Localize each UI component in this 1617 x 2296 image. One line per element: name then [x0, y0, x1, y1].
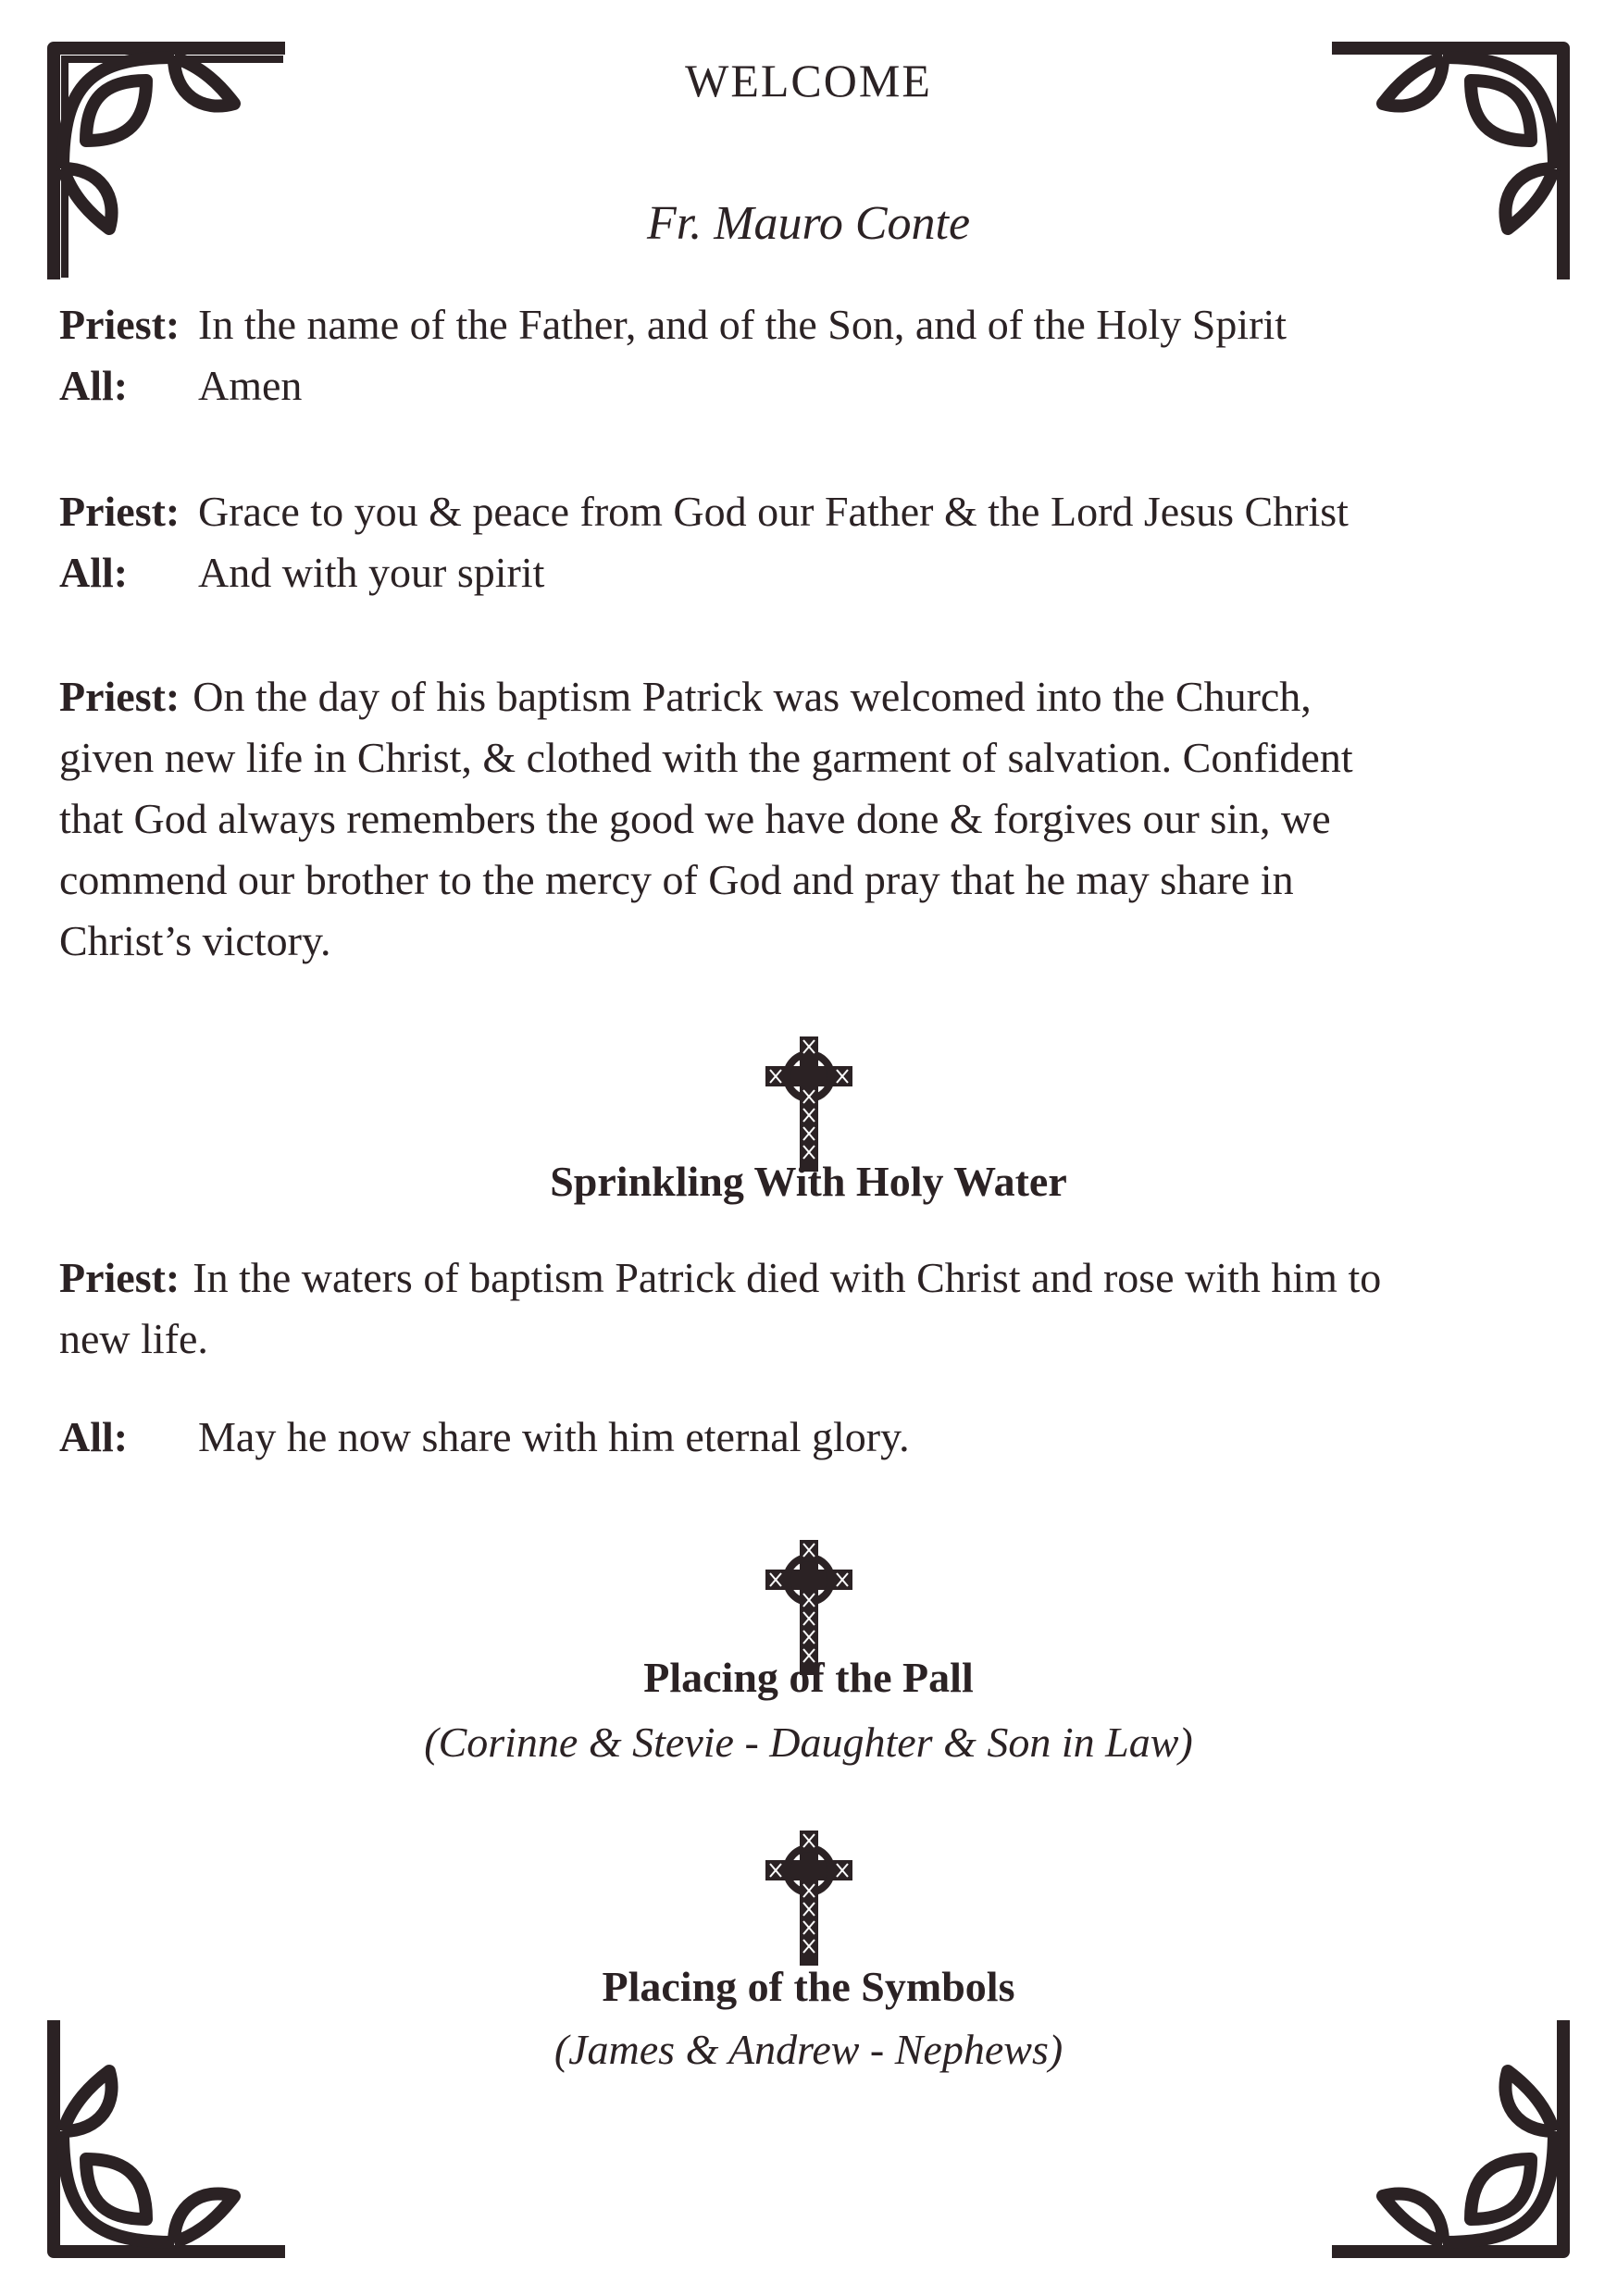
exchange-text: May he now share with him eternal glory.: [198, 1413, 910, 1460]
page-title: WELCOME: [685, 55, 932, 106]
exchange-text: Grace to you & peace from God our Father & the Lord Jesus Christ: [198, 488, 1349, 535]
celtic-cross-icon: [763, 1035, 855, 1173]
exchange-line: [59, 1407, 1571, 1468]
exchange-text: Amen: [198, 362, 303, 409]
prayer-line: new life.: [59, 1315, 208, 1362]
prayer-line: Priest: In the waters of baptism Patrick died with Christ and rose with him to: [59, 1247, 1549, 1309]
speaker-label: Priest:: [59, 301, 180, 348]
exchange-line: [59, 542, 1571, 603]
prayer-line: that God always remembers the good we have done & forgives our sin, we: [59, 795, 1331, 842]
speaker-label: All:: [59, 549, 129, 596]
exchange-text: In the name of the Father, and of the Son, and of the Holy Spirit: [198, 301, 1287, 348]
prayer-line: commend our brother to the mercy of God and pray that he may share in: [59, 856, 1294, 903]
speaker-label: All:: [59, 1413, 129, 1460]
symbols-participants: (James & Andrew - Nephews): [554, 2026, 1063, 2073]
speaker-label: Priest:: [59, 488, 180, 535]
celebrant-name: Fr. Mauro Conte: [646, 197, 971, 250]
prayer-line: given new life in Christ, & clothed with the garment of salvation. Confident: [59, 734, 1353, 781]
speaker-label: All:: [59, 362, 129, 409]
exchange-line: [59, 294, 1571, 355]
section-heading-sprinkling: Sprinkling With Holy Water: [550, 1158, 1067, 1205]
speaker-label: Priest:: [59, 1254, 180, 1301]
speaker-label: Priest:: [59, 673, 180, 720]
exchange-line: [59, 481, 1571, 542]
baptism-prayer: [59, 666, 1549, 972]
celtic-cross-icon: [763, 1829, 855, 1967]
exchange-line: [59, 355, 1571, 416]
prayer-line: Priest: On the day of his baptism Patrick was welcomed into the Church,: [59, 666, 1549, 727]
section-heading-symbols: Placing of the Symbols: [602, 1963, 1015, 2010]
section-heading-pall: Placing of the Pall: [643, 1654, 974, 1701]
pall-participants: (Corinne & Stevie - Daughter & Son in Law): [424, 1719, 1193, 1766]
prayer-line: Christ’s victory.: [59, 917, 331, 964]
exchange-text: And with your spirit: [198, 549, 545, 596]
sprinkling-prayer: [59, 1247, 1549, 1370]
